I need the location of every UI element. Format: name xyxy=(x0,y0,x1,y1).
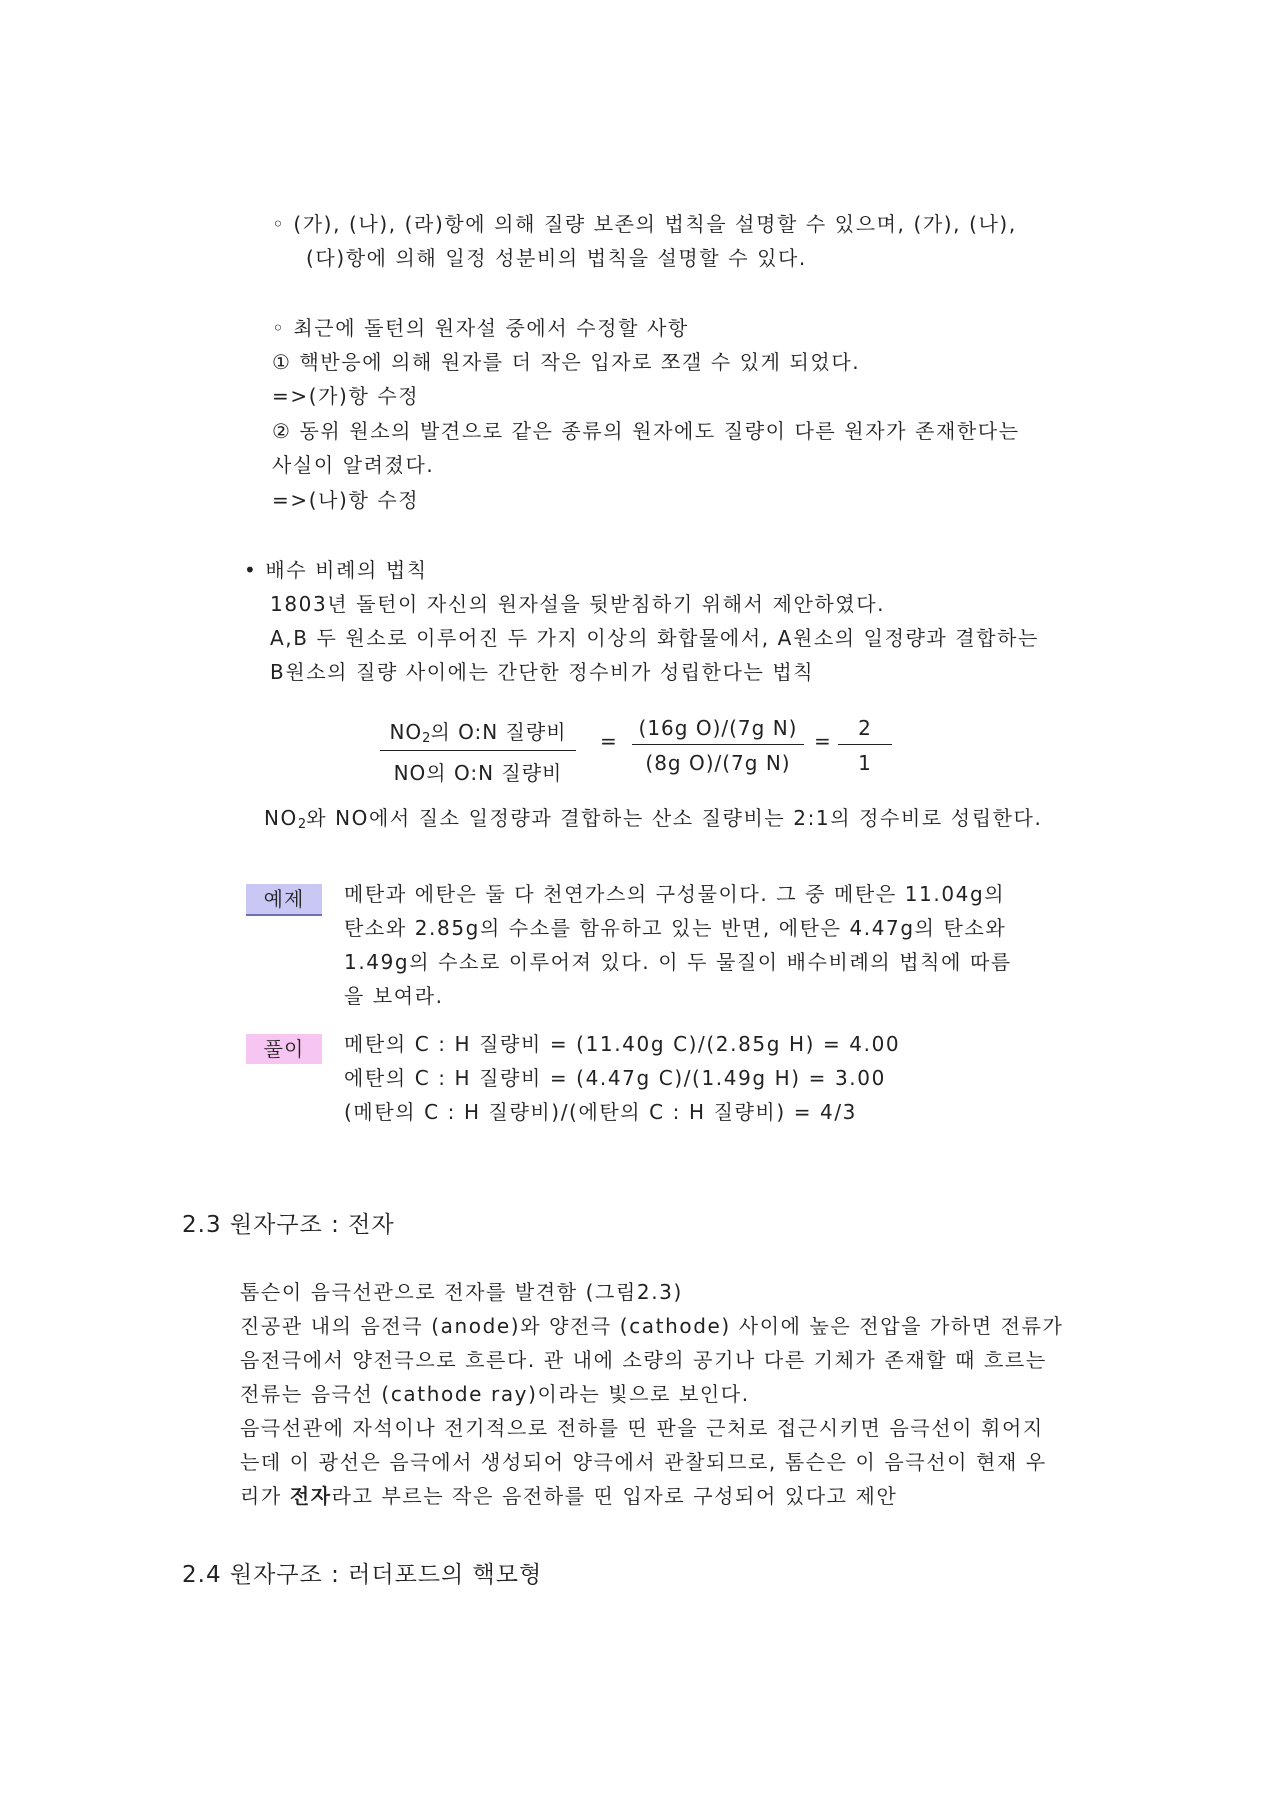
solution-line: 에탄의 C : H 질량비 = (4.47g C)/(1.49g H) = 3.00 xyxy=(344,1066,886,1090)
fraction-numerator: $NO_2$의 O:N 질량비 xyxy=(380,716,576,751)
para-line: 전류는 음극선 (cathode ray)이라는 빛으로 보인다. xyxy=(240,1382,750,1406)
example-label: 예제 xyxy=(246,884,322,916)
para-line: 1803년 돌턴이 자신의 원자설을 뒷받침하기 위해서 제안하였다. xyxy=(270,592,886,616)
solution-label: 풀이 xyxy=(246,1034,322,1064)
para-line: B원소의 질량 사이에는 간단한 정수비가 성립한다는 법칙 xyxy=(270,660,815,684)
para-line: ◦ (가), (나), (라)항에 의해 질량 보존의 법칙을 설명할 수 있으며, (가), (나), xyxy=(272,212,1017,236)
para-line: 톰슨이 음극선관으로 전자를 발견함 (그림2.3) xyxy=(240,1280,683,1304)
para-line: 는데 이 광선은 음극에서 생성되어 양극에서 관찰되므로, 톰슨은 이 음극선이 현재 우 xyxy=(240,1450,1047,1474)
note-line: =>(나)항 수정 xyxy=(272,488,420,512)
para-line: A,B 두 원소로 이루어진 두 가지 이상의 화합물에서, A원소의 일정량과 결합하는 xyxy=(270,626,1039,650)
para-line: (다)항에 의해 일정 성분비의 법칙을 설명할 수 있다. xyxy=(306,246,807,270)
list-item: ① 핵반응에 의해 원자를 더 작은 입자로 쪼갤 수 있게 되었다. xyxy=(272,350,861,374)
equals-sign: = xyxy=(814,729,831,753)
section-title: • 배수 비례의 법칙 xyxy=(244,558,428,582)
emphasis-term: 전자 xyxy=(289,1484,332,1508)
fraction-denominator: NO의 O:N 질량비 xyxy=(393,761,563,785)
fraction-numerator: (16g O)/(7g N) xyxy=(632,716,804,745)
list-item: 사실이 알려졌다. xyxy=(272,453,435,477)
fraction-ratio-left xyxy=(380,716,576,786)
solution-line: 메탄의 C : H 질량비 = (11.40g C)/(2.85g H) = 4.00 xyxy=(344,1032,901,1056)
fraction-numerator: 2 xyxy=(838,716,892,745)
solution-line: (메탄의 C : H 질량비)/(에탄의 C : H 질량비) = 4/3 xyxy=(344,1100,857,1124)
fraction-ratio-middle xyxy=(632,716,804,775)
section-heading: 2.4 원자구조 : 러더포드의 핵모형 xyxy=(182,1562,543,1588)
equals-sign: = xyxy=(600,729,617,753)
example-line: 1.49g의 수소로 이루어져 있다. 이 두 물질이 배수비례의 법칙에 따름 xyxy=(344,950,1012,974)
example-line: 메탄과 에탄은 둘 다 천연가스의 구성물이다. 그 중 메탄은 11.04g의 xyxy=(344,882,1006,906)
para-line: 리가 전자라고 부르는 작은 음전하를 띤 입자로 구성되어 있다고 제안 xyxy=(240,1484,898,1508)
conclusion-line: $NO_2$와 NO에서 질소 일정량과 결합하는 산소 질량비는 2:1의 정수비로 성립한다. xyxy=(264,806,1043,832)
para-line: ◦ 최근에 돌턴의 원자설 중에서 수정할 사항 xyxy=(272,316,689,340)
note-line: =>(가)항 수정 xyxy=(272,384,420,408)
fraction-denominator: (8g O)/(7g N) xyxy=(645,751,791,775)
section-heading: 2.3 원자구조 : 전자 xyxy=(182,1212,395,1238)
para-line: 음극선관에 자석이나 전기적으로 전하를 띤 판을 근처로 접근시키면 음극선이 휘어지 xyxy=(240,1416,1044,1440)
fraction-denominator: 1 xyxy=(858,751,872,775)
list-item: ② 동위 원소의 발견으로 같은 종류의 원자에도 질량이 다른 원자가 존재한다는 xyxy=(272,419,1020,443)
para-line: 진공관 내의 음전극 (anode)와 양전극 (cathode) 사이에 높은 전압을 가하면 전류가 xyxy=(240,1314,1064,1338)
example-line: 탄소와 2.85g의 수소를 함유하고 있는 반면, 에탄은 4.47g의 탄소와 xyxy=(344,916,1007,940)
fraction-ratio-result xyxy=(838,716,892,775)
para-line: 음전극에서 양전극으로 흐른다. 관 내에 소량의 공기나 다른 기체가 존재할 때 흐르는 xyxy=(240,1348,1047,1372)
example-line: 을 보여라. xyxy=(344,984,444,1008)
